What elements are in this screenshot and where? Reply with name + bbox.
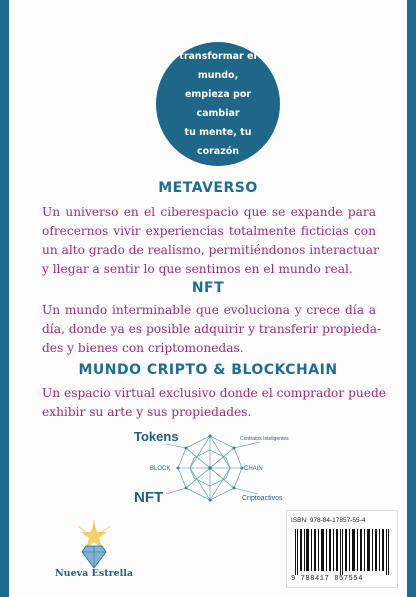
diamond-icon [82,546,106,568]
blockchain-diagram [130,428,290,508]
isbn-text: ISBN: 978-84-17857-55-4 [291,517,366,524]
star-icon [78,520,110,548]
contracts-label: Contratos Inteligentes [240,436,289,442]
text-line: día, donde ya es posible adquirir y transferir propieda- [42,322,382,336]
barcode [293,529,393,575]
heading-cripto-blockchain: MUNDO CRIPTO & BLOCKCHAIN [78,362,338,378]
quote-line: empieza por cambiar [184,89,252,119]
text-line: Un mundo interminable que evoluciona y crece día a [42,303,376,317]
barcode-bars [295,529,389,575]
publisher-name: Nueva Estrella [54,568,134,579]
publisher-logo [64,520,124,574]
chain-label: CHAIN [244,466,263,472]
paragraph-metaverso [42,203,379,279]
quote-line: transformar el mundo, [179,51,257,81]
quote-line: Si deseas [192,32,244,43]
heading-nft: NFT [191,280,225,296]
block-label: BLOCK [150,466,171,472]
text-line: des y bienes con criptomonedas. [42,341,244,355]
quote-circle [156,32,280,176]
quote-line: tu mente, tu corazón [184,127,252,157]
text-line: y llegar a sentir lo que sentimos en el mundo real. [42,262,353,276]
quote-line: y tu esencia. [183,165,253,176]
paragraph-nft [42,301,382,358]
text-line: ofrecernos vivir experiencias totalmente ficticias con [42,224,376,238]
barcode-number: 9 788417 857554 [291,575,364,583]
heading-metaverso: METAVERSO [158,180,258,196]
nft-label: NFT [134,489,164,506]
tokens-label: Tokens [134,429,179,444]
barcode-block [286,510,398,588]
text-line: Un espacio virtual exclusivo donde el comprador puede [42,386,386,400]
crypto-label: Criptoactivos [242,495,283,502]
text-line: exhibir su arte y sus propiedades. [42,405,252,419]
text-line: un alto grado de realismo, permitiéndonos interactuar [42,243,379,257]
paragraph-cripto [42,384,386,422]
text-line: Un universo en el ciberespacio que se expande para [42,205,376,219]
